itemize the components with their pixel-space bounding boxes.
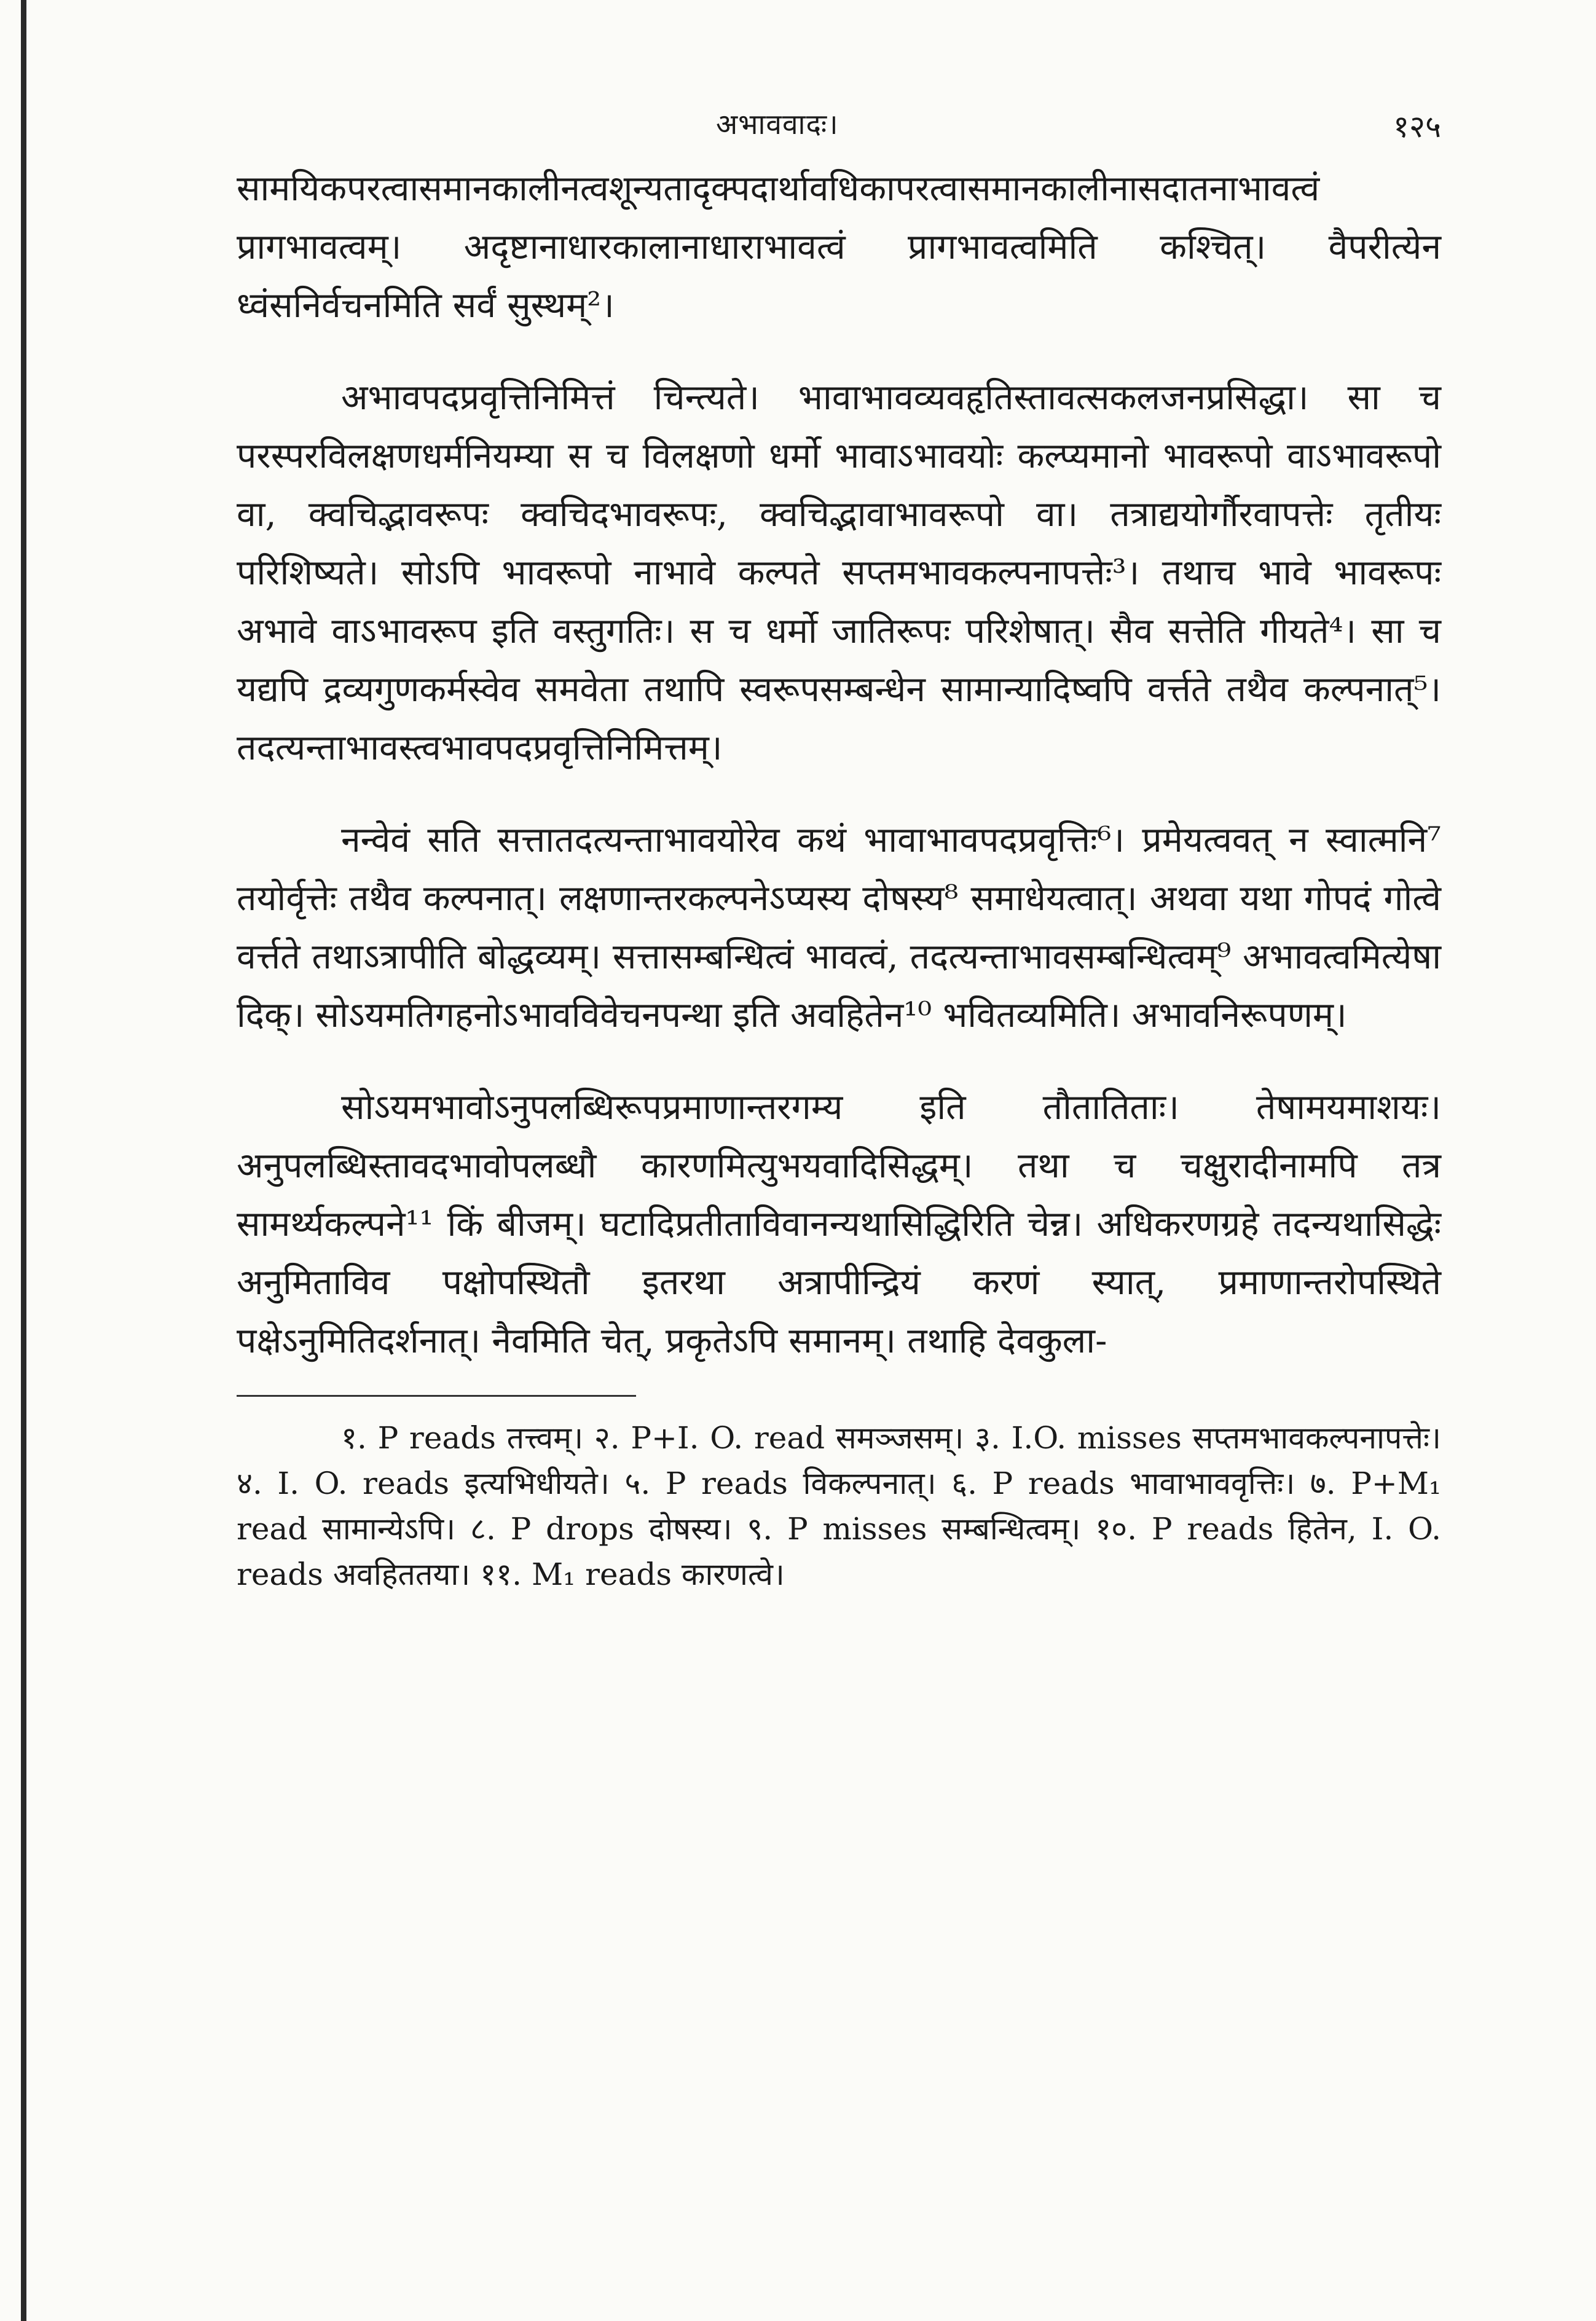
paragraph-3: नन्वेवं सति सत्तातदत्यन्ताभावयोरेव कथं भावाभावपदप्रवृत्तिः⁶। प्रमेयत्ववत् न स्वात्मनि⁷ तयोर्वृत्तेः तथैव कल्पनात्। लक्षणान्तरकल्पनेऽप्यस्य दोषस्य⁸ समाधेयत्वात्। अथवा यथा गोपदं गोत्वे वर्त्तते तथाऽत्रापीति बोद्धव्यम्। सत्तासम्बन्धित्वं भावत्वं, तदत्यन्ताभावसम्बन्धित्वम्⁹ अभावत्वमित्येषा दिक्। सोऽयमतिगहनोऽभावविवेचनपन्था इति अवहितेन¹⁰ भवितव्यमिति। अभावनिरूपणम्। [237,820,1441,1035]
page-number: १२५ [1393,109,1441,144]
page-header [237,104,1441,160]
running-head: अभाववादः। [716,108,839,141]
paragraph-2: अभावपदप्रवृत्तिनिमित्तं चिन्त्यते। भावाभावव्यवहृतिस्तावत्सकलजनप्रसिद्धा। सा च परस्परविलक्षणधर्मनियम्या स च विलक्षणो धर्मो भावाऽभावयोः कल्प्यमानो भावरूपो वाऽभावरूपो वा, क्वचिद्भावरूपः क्वचिदभावरूपः, क्वचिद्भावाभावरूपो वा। तत्राद्ययोर्गौरवापत्तेः तृतीयः परिशिष्यते। सोऽपि भावरूपो नाभावे कल्पते सप्तमभावकल्पनापत्तेः³। तथाच भावे भावरूपः अभावे वाऽभावरूप इति वस्तुगतिः। स च धर्मो जातिरूपः परिशेषात्। सैव सत्तेति गीयते⁴। सा च यद्यपि द्रव्यगुणकर्मस्वेव समवेता तथापि स्वरूपसम्बन्धेन सामान्यादिष्वपि वर्त्तते तथैव कल्पनात्⁵। तदत्यन्ताभावस्त्वभावपदप्रवृत्तिनिमित्तम्। [237,377,1441,768]
paragraph-1: सामयिकपरत्वासमानकालीनत्वशून्यतादृक्पदार्थावधिकापरत्वासमानकालीनासदातनाभावत्वं प्रागभावत्वम्। अदृष्टानाधारकालानाधाराभावत्वं प्रागभावत्वमिति कश्चित्। वैपरीत्येन ध्वंसनिर्वचनमिति सर्वं सुस्थम्²। [237,168,1441,326]
footnote-divider [237,1395,636,1397]
document-page [237,104,1441,1597]
page-binding-edge [21,0,26,2321]
footnotes: १. P reads तत्त्वम्। २. P+I. O. read समञ्जसम्। ३. I.O. misses सप्तमभावकल्पनापत्तेः। ४. I. O. reads इत्यभिधीयते। ५. P reads विकल्पनात्। ६. P reads भावाभाववृत्तिः। ७. P+M₁ read सामान्येऽपि। ८. P drops दोषस्य। ९. P misses सम्बन्धित्वम्। १०. P reads हितेन, I. O. reads अवहिततया। ११. M₁ reads कारणत्वे। [237,1420,1441,1592]
paragraph-4: सोऽयमभावोऽनुपलब्धिरूपप्रमाणान्तरगम्य इति तौतातिताः। तेषामयमाशयः। अनुपलब्धिस्तावदभावोपलब्धौ कारणमित्युभयवादिसिद्धम्। तथा च चक्षुरादीनामपि तत्र सामर्थ्यकल्पने¹¹ किं बीजम्। घटादिप्रतीताविवानन्यथासिद्धिरिति चेन्न। अधिकरणग्रहे तदन्यथासिद्धेः अनुमिताविव पक्षोपस्थितौ इतरथा अत्रापीन्द्रियं करणं स्यात्, प्रमाणान्तरोपस्थिते पक्षेऽनुमितिदर्शनात्। नैवमिति चेत्, प्रकृतेऽपि समानम्। तथाहि देवकुला- [237,1087,1441,1361]
